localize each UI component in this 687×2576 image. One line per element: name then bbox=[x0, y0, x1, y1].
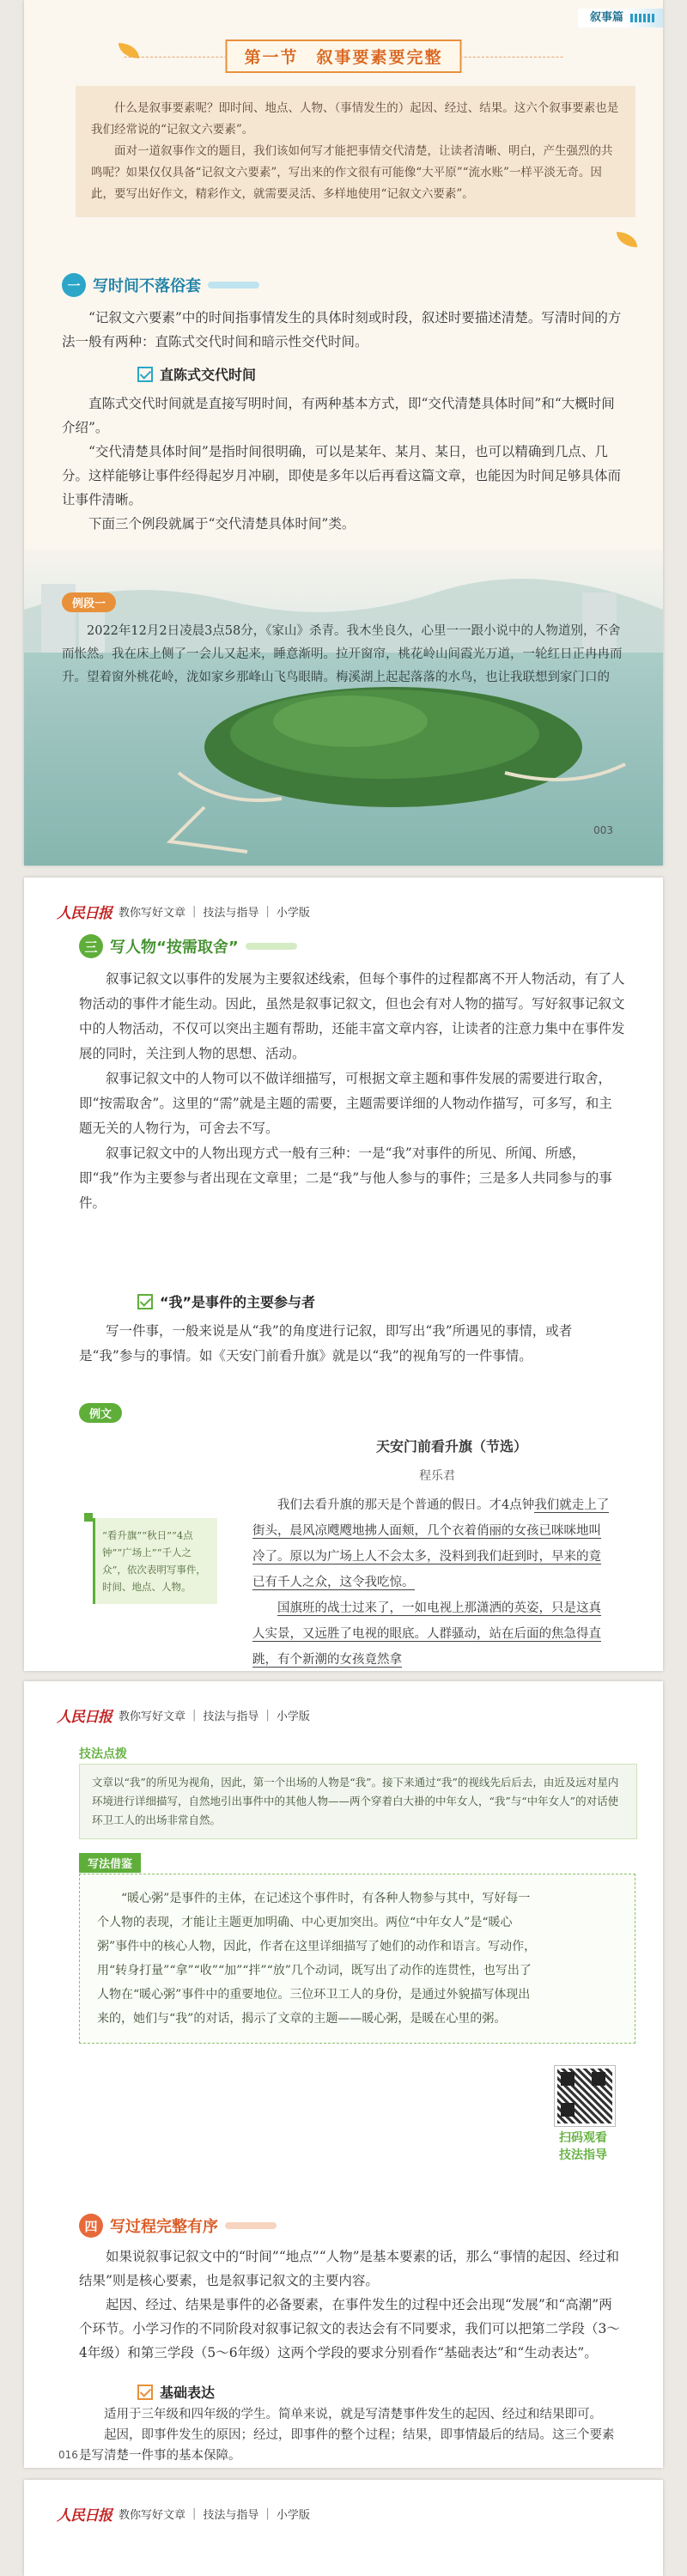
paragraph: 如果说叙事记叙文中的“时间”“地点”“人物”是基本要素的话，那么“事情的起因、经过和结果”则是核心要素，也是叙事记叙文的主要内容。 bbox=[79, 2249, 619, 2288]
heading-bar-decoration bbox=[208, 282, 259, 289]
section-heading-1 bbox=[62, 273, 259, 297]
qr-caption-line: 技法指导 bbox=[559, 2148, 607, 2162]
header-title: 教你写好文章 bbox=[119, 906, 186, 920]
subheading-text: 基础表达 bbox=[160, 2385, 216, 2401]
section-number-badge: 四 bbox=[79, 2214, 103, 2238]
page-4 bbox=[24, 2480, 663, 2576]
subheading-main-participant bbox=[137, 1291, 315, 1311]
essay-text: 我们去看升旗的那天是个普通的假日。才 bbox=[277, 1498, 502, 1512]
example-label: 例段一 bbox=[62, 592, 116, 612]
header-level: 小学版 bbox=[276, 906, 310, 920]
section-heading-3 bbox=[79, 934, 297, 958]
essay-body bbox=[252, 1492, 611, 1671]
essay-paragraph-2 bbox=[252, 1595, 611, 1671]
page-1 bbox=[24, 0, 663, 866]
page-number: 016 bbox=[58, 2449, 78, 2461]
header-separator: | bbox=[192, 904, 197, 918]
header-level: 小学版 bbox=[276, 2508, 310, 2522]
paragraph: 叙事记叙文以事件的发展为主要叙述线索，但每个事件的过程都离不开人物活动，有了人物活动的事件才能生动。因此，虽然是叙事记叙文，但也会有对人物的描写。写好叙事记叙文中的人物活动，不仅可以突出主题有帮助，还能丰富文章内容，让读者的注意力集中在事件发展的同时，关注到人物的思想、活动。 bbox=[79, 971, 625, 1061]
heading-bar-decoration bbox=[246, 943, 297, 950]
brand-logo: 人民日报 bbox=[57, 1708, 112, 1726]
header-title: 教你写好文章 bbox=[119, 2508, 186, 2522]
subheading-text: “我”是事件的主要参与者 bbox=[160, 1294, 316, 1310]
section-number-badge: 三 bbox=[79, 934, 103, 958]
heading-bar-decoration bbox=[225, 2222, 277, 2229]
header-separator: | bbox=[192, 1708, 197, 1722]
paragraph: “记叙文六要素”中的时间指事情发生的具体时刻或时段，叙述时要描述清楚。写清时间的方法一般有两种：直陈式交代时间和暗示性交代时间。 bbox=[62, 310, 622, 349]
tips-box bbox=[79, 1764, 637, 1839]
note-marker-icon bbox=[84, 1513, 93, 1522]
qr-code-icon[interactable] bbox=[555, 2066, 615, 2126]
example-label: 例文 bbox=[79, 1403, 122, 1423]
review-text: “暖心粥”是事件的主体，在记述这个事件时，有各种人物参与其中，写好每一个人物的表现，才能让主题更加明确、中心更加突出。两位“中年女人”是“暖心粥”事件中的核心人物，因此，作者在这里详细描写了她们的动作和语言。写动作，用“转身打量”“拿”“收”“加”“拌”“放”几个动词，既写出了动作的连贯性，也写出了人物在“暖心粥”事件中的重要地位。三位环卫工人的身份，是通过外貌描写体现出来的，她们与“我”的对话，揭示了文章的主题——暖心粥，是暖在心里的粥。 bbox=[97, 1892, 537, 2026]
section-1-body bbox=[62, 306, 625, 354]
qr-caption bbox=[544, 2129, 622, 2164]
subsection-body bbox=[79, 2404, 625, 2466]
checkbox-icon bbox=[137, 1294, 153, 1309]
checkbox-icon bbox=[137, 2385, 153, 2400]
paragraph: 写一件事，一般来说是从“我”的角度进行记叙，即写出“我”所遇见的事情，或者是“我”参与的事情。如《天安门前看升旗》就是以“我”的视角写的一件事情。 bbox=[79, 1323, 573, 1364]
margin-note: “看升旗”“秋日”“4点钟”“广场上”“千人之众”，依次表明写事件，时间、地点、人物。 bbox=[93, 1518, 217, 1604]
leaf-decoration-icon bbox=[617, 232, 637, 247]
landscape-svg bbox=[24, 550, 663, 866]
running-header bbox=[57, 1704, 630, 1726]
header-level: 小学版 bbox=[276, 1710, 310, 1723]
section-number-badge: 一 bbox=[62, 273, 86, 297]
qr-caption-line: 扫码观看 bbox=[559, 2131, 607, 2145]
checkbox-icon bbox=[137, 367, 153, 382]
paragraph: “交代清楚具体时间”是指时间很明确，可以是某年、某月、某日，也可以精确到几点、几分。这样能够让事件经得起岁月冲刷，即使是多年以后再看这篇文章，也能因为时间足够具体而让事件清晰。 bbox=[62, 444, 622, 507]
paragraph: 叙事记叙文中的人物可以不做详细描写，可根据文章主题和事件发展的需要进行取舍，即“按需取舍”。这里的“需”就是主题的需要，主题需要详细的人物动作描写，可多写，和主题无关的人物行为，可舍去不写。 bbox=[79, 1071, 612, 1136]
section-tag: 叙事篇 bbox=[578, 9, 663, 27]
header-separator: | bbox=[265, 1708, 270, 1722]
page-2 bbox=[24, 878, 663, 1671]
paragraph: 下面三个例段就属于“交代清楚具体时间”类。 bbox=[88, 516, 356, 532]
intro-box bbox=[76, 86, 635, 217]
lake-island-illustration bbox=[24, 550, 663, 866]
underlined-text: 国旗班的战士过来了，一如电视上那潇洒的英姿，只是这真人实景，又远胜了电视的眼底。人群骚动，站在后面的焦急得直跳，有个新潮的女孩竟然拿 bbox=[252, 1601, 601, 1667]
header-separator: | bbox=[192, 2506, 197, 2520]
section-heading-text: 写时间不落俗套 bbox=[93, 277, 201, 295]
essay-text: 4点钟 bbox=[502, 1498, 535, 1512]
section-heading-4 bbox=[79, 2214, 277, 2238]
header-section: 技法与指导 bbox=[203, 2508, 259, 2522]
intro-paragraph-2: 面对一道叙事作文的题目，我们该如何写才能把事情交代清楚，让读者清晰、明白，产生强烈的共鸣呢？如果仅仅具备“记叙文六要素”，写出来的作文很有可能像“大平原”“流水账”一样平淡无奇。因此，要写出好作文，精彩作文，就需要灵活、多样地使用“记叙文六要素”。 bbox=[91, 144, 613, 201]
subheading-text: 直陈式交代时间 bbox=[160, 367, 257, 383]
paragraph: 起因，即事件发生的原因；经过，即事件的整个过程；结果，即事情最后的结局。这三个要素是写清楚一件事的基本保障。 bbox=[79, 2428, 615, 2463]
page-number: 003 bbox=[593, 824, 613, 836]
subheading-basic-expression bbox=[137, 2382, 215, 2402]
header-section: 技法与指导 bbox=[203, 906, 259, 920]
header-section: 技法与指导 bbox=[203, 1710, 259, 1723]
page-3 bbox=[24, 1681, 663, 2468]
header-separator: | bbox=[265, 2506, 270, 2520]
essay-author: 程乐君 bbox=[419, 1469, 455, 1483]
section-3-body bbox=[79, 967, 625, 1216]
paragraph: 2022年12月2日凌晨3点58分，《家山》杀青。我木坐良久，心里一一跟小说中的人物道别，不舍而怅然。我在床上侧了一会儿又起来，睡意渐明。拉开窗帘，桃花岭山间霞光万道，一轮红日正冉冉而升。望着窗外桃花岭，泷如家乡那峰山飞鸟眼睛。梅溪湖上起起落落的水鸟，也让我联想到家门口的 bbox=[62, 624, 623, 684]
intro-paragraph-1: 什么是叙事要素呢？即时间、地点、人物、（事情发生的）起因、经过、结果。这六个叙事要素也是我们经常说的“记叙文六要素”。 bbox=[91, 101, 619, 137]
essay-paragraph-1 bbox=[252, 1492, 611, 1595]
review-box bbox=[79, 1874, 635, 2044]
running-header bbox=[57, 900, 630, 922]
subsection-body bbox=[62, 392, 625, 536]
section-heading-text: 写人物“按需取舍” bbox=[110, 939, 239, 957]
brand-logo: 人民日报 bbox=[57, 904, 112, 922]
tips-label: 技法点拨 bbox=[79, 1747, 127, 1761]
header-title: 教你写好文章 bbox=[119, 1710, 186, 1723]
section-title: 第一节 叙事要素要完整 bbox=[225, 39, 461, 73]
running-header bbox=[57, 2502, 630, 2524]
subheading-direct-time bbox=[137, 364, 256, 384]
paragraph: 起因、经过、结果是事件的必备要素，在事件发生的过程中还会出现“发展”和“高潮”两个环节。小学习作的不同阶段对叙事记叙文的表达会有不同要求，我们可以把第二学段（3～4年级）和第三学段（5～6年级）这两个学段的要求分别看作“基础表达”和“生动表达”。 bbox=[79, 2297, 620, 2360]
review-label: 写法借鉴 bbox=[79, 1853, 141, 1873]
essay-title: 天安门前看升旗（节选） bbox=[376, 1438, 528, 1455]
subsection-body bbox=[79, 1319, 625, 1369]
paragraph: 适用于三年级和四年级的学生。简单来说，就是写清楚事件发生的起因、经过和结果即可。 bbox=[104, 2408, 602, 2421]
tips-text: 文章以“我”的所见为视角，因此，第一个出场的人物是“我”。接下来通过“我”的视线先后后去，由近及远对星内环境进行详细描写，自然地引出事件中的其他人物——两个穿着白大褂的中年女人，“我”与“中年女人”的对话使环卫工人的出场非常自然。 bbox=[92, 1776, 619, 1826]
brand-logo: 人民日报 bbox=[57, 2506, 112, 2524]
section-4-body bbox=[79, 2245, 625, 2365]
header-separator: | bbox=[265, 904, 270, 918]
section-heading-text: 写过程完整有序 bbox=[110, 2218, 218, 2236]
example-paragraph bbox=[62, 620, 625, 690]
underlined-text: 我们就走上了街头，晨风凉飕飕地拂人面颊，几个衣着俏丽的女孩已咪咪地叫冷了。原以为广场上人不会太多，没料到我们赶到时，早来的竟已有千人之众，这令我吃惊。 bbox=[252, 1498, 610, 1589]
paragraph: 叙事记叙文中的人物出现方式一般有三种：一是“我”对事件的所见、所闻、所感，即“我”作为主要参与者出现在文章里；二是“我”与他人参与的事件；三是多人共同参与的事件。 bbox=[79, 1145, 612, 1211]
paragraph: 直陈式交代时间就是直接写明时间，有两种基本方式，即“交代清楚具体时间”和“大概时间介绍”。 bbox=[62, 396, 615, 435]
